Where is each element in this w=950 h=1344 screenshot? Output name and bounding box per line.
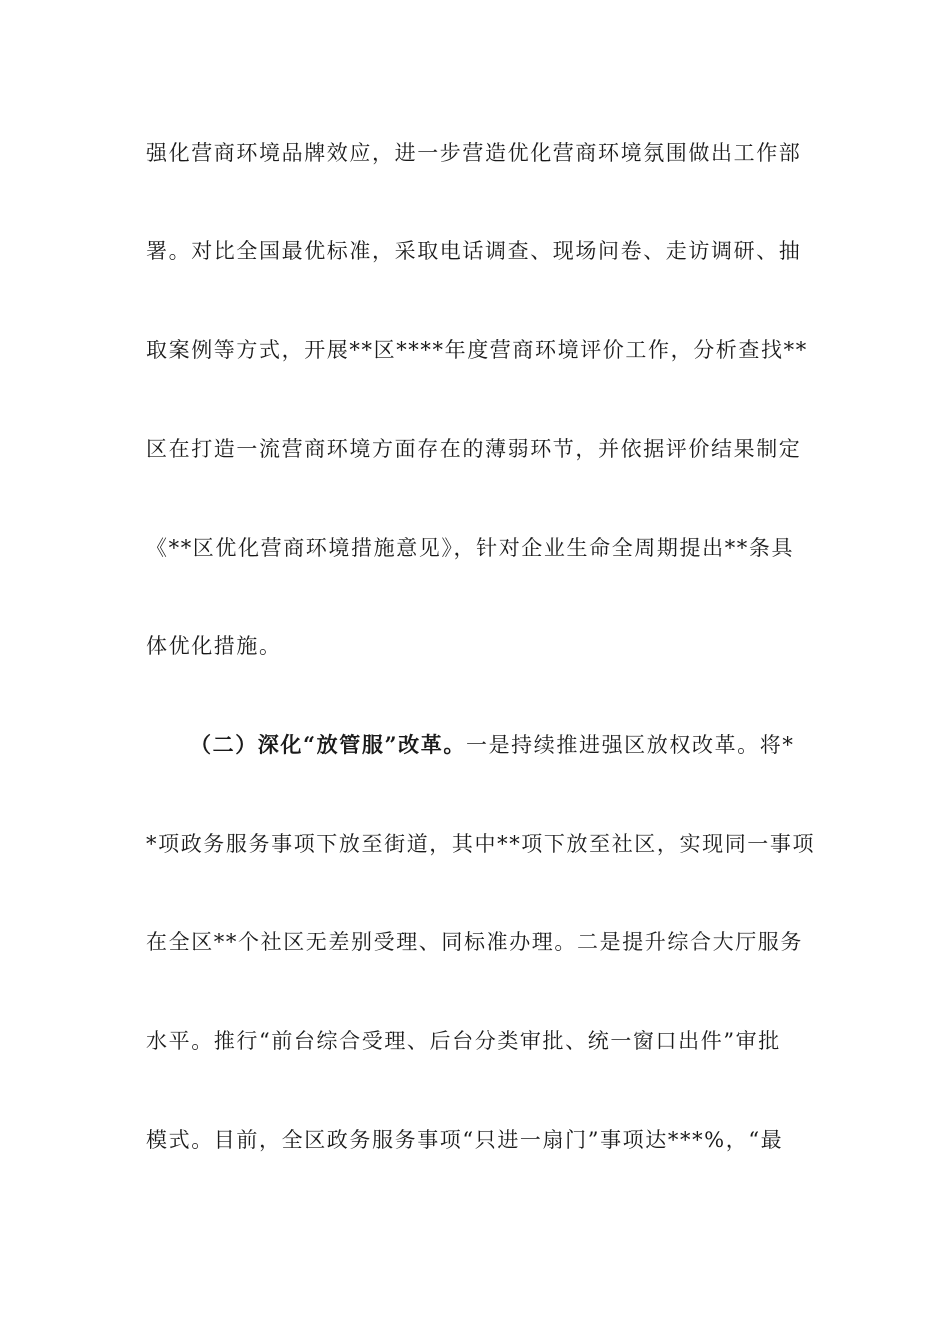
paragraph-line: 体优化措施。 — [146, 634, 282, 658]
paragraph-line: *项政务服务事项下放至街道，其中**项下放至社区，实现同一事项 — [146, 832, 816, 856]
section-first-line-text: 一是持续推进强区放权改革。将* — [465, 733, 795, 757]
paragraph-line: 《**区优化营商环境措施意见》，针对企业生命全周期提出**条具 — [146, 536, 795, 560]
paragraph-line: 署。对比全国最优标准，采取电话调查、现场问卷、走访调研、抽 — [146, 239, 802, 263]
paragraph-line: 取案例等方式，开展**区****年度营商环境评价工作，分析查找** — [146, 338, 808, 362]
section-heading: （二）深化“放管服”改革。 — [190, 732, 466, 757]
paragraph-line: 模式。目前，全区政务服务事项“只进一扇门”事项达***%，“最 — [146, 1128, 784, 1152]
paragraph-line: 区在打造一流营商环境方面存在的薄弱环节，并依据评价结果制定 — [146, 437, 802, 461]
paragraph-line: 水平。推行“前台综合受理、后台分类审批、统一窗口出件”审批 — [146, 1029, 781, 1053]
paragraph-line: 在全区**个社区无差别受理、同标准办理。二是提升综合大厅服务 — [146, 930, 803, 954]
section-heading-line — [190, 725, 810, 765]
paragraph-line: 强化营商环境品牌效应，进一步营造优化营商环境氛围做出工作部 — [146, 141, 802, 165]
